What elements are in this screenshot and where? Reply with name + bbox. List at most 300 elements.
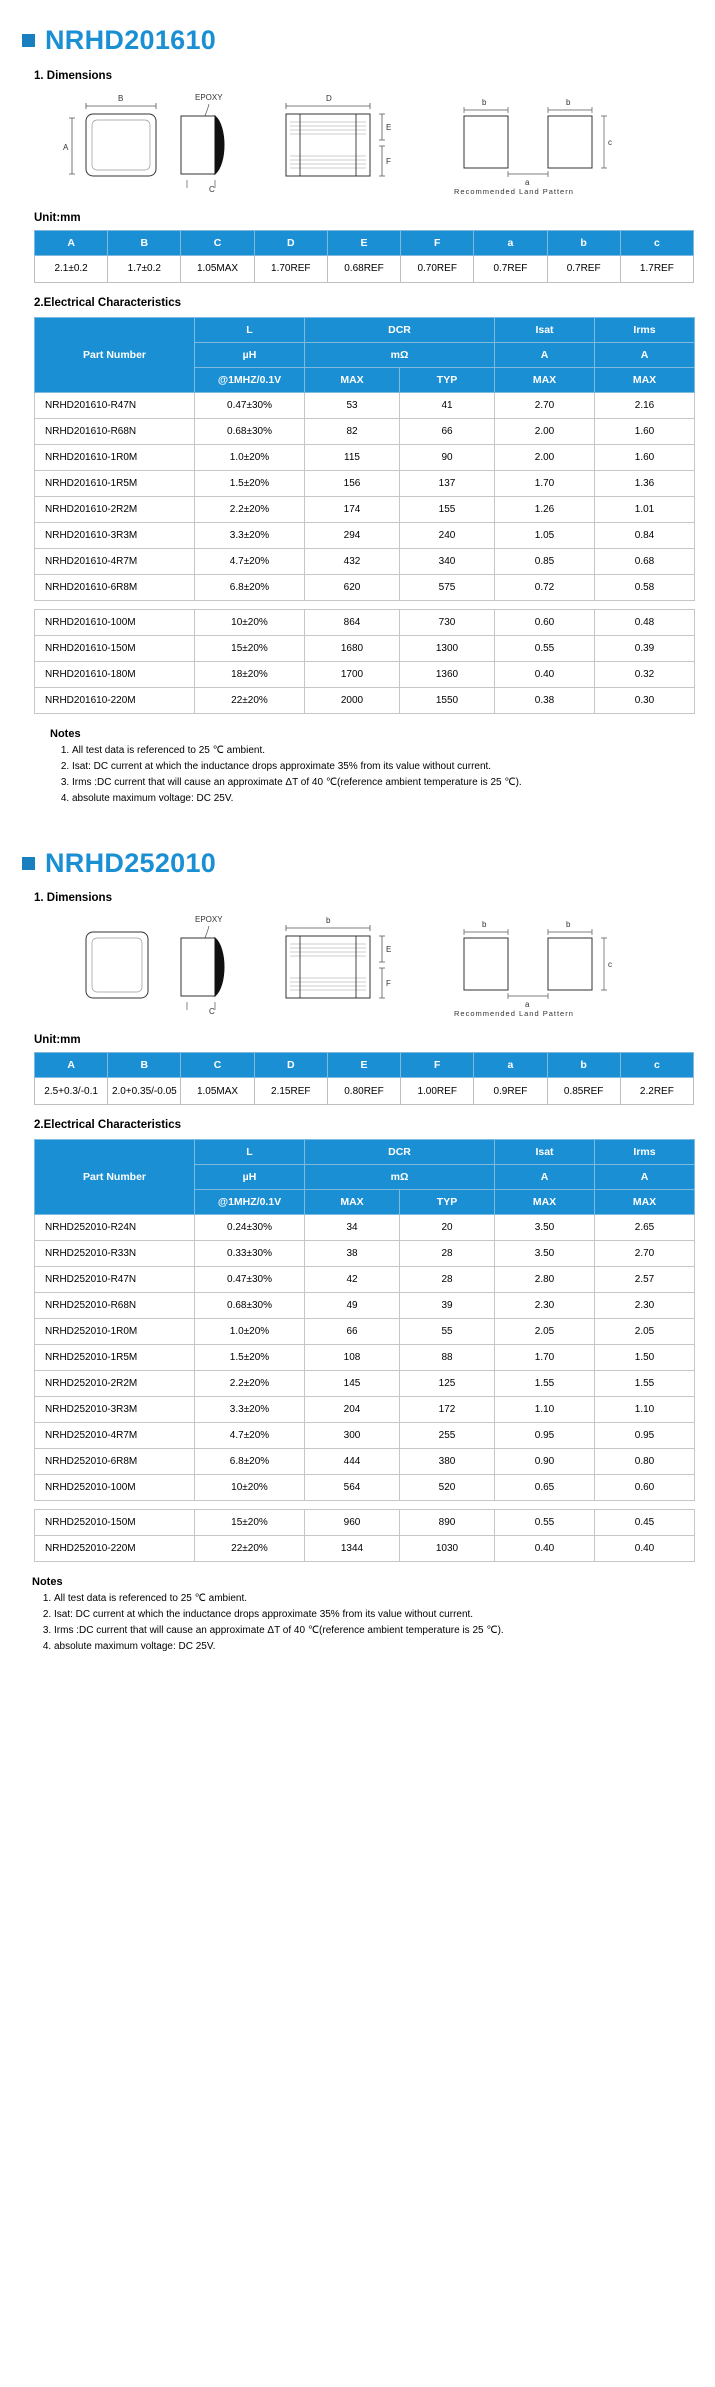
dim-header-D: D: [254, 230, 327, 255]
cell-l: 6.8±20%: [195, 574, 305, 600]
cell-dcr-max: 49: [305, 1293, 400, 1319]
cell-isat: 1.05: [495, 522, 595, 548]
cell-dcr-max: 620: [305, 574, 400, 600]
drawing-view-top: [250, 88, 420, 196]
dim-header-b: b: [547, 1053, 620, 1078]
table-row: [35, 1267, 695, 1293]
cell-l: 1.0±20%: [195, 1319, 305, 1345]
cell-l: 22±20%: [195, 1536, 305, 1562]
cell-l: 22±20%: [195, 687, 305, 713]
cell-isat: 1.70: [495, 1345, 595, 1371]
cell-dcr-max: 432: [305, 548, 400, 574]
cell-dcr-typ: 340: [400, 548, 495, 574]
svg-text:C: C: [209, 1007, 215, 1017]
el-header-Isat: Isat: [495, 1140, 595, 1165]
cell-part: NRHD201610-R47N: [35, 392, 195, 418]
el-header-DCR: DCR: [305, 1140, 495, 1165]
notes-block-2: [32, 1576, 693, 1655]
cell-dcr-typ: 41: [400, 392, 495, 418]
product-title-row-2: [22, 849, 693, 879]
cell-l: 3.3±20%: [195, 1397, 305, 1423]
cell-part: NRHD252010-R24N: [35, 1215, 195, 1241]
table-row: [35, 418, 695, 444]
table-row: [35, 522, 695, 548]
el-unit-L: µH: [195, 342, 305, 367]
notes-title: Notes: [50, 727, 81, 740]
cell-dcr-max: 66: [305, 1319, 400, 1345]
cell-part: NRHD252010-100M: [35, 1475, 195, 1501]
cell-isat: 0.55: [495, 635, 595, 661]
table-row: [35, 444, 695, 470]
cell-part: NRHD201610-R68N: [35, 418, 195, 444]
cell-irms: 1.36: [595, 470, 695, 496]
product-title-row-1: [22, 26, 693, 56]
dim-value-E: 0.68REF: [327, 255, 400, 282]
cell-dcr-typ: 1300: [400, 635, 495, 661]
cell-part: NRHD252010-3R3M: [35, 1397, 195, 1423]
svg-text:b: b: [482, 97, 487, 107]
cell-isat: 0.40: [495, 1536, 595, 1562]
dim-value-c: 2.2REF: [620, 1078, 693, 1105]
cell-dcr-typ: 255: [400, 1423, 495, 1449]
cell-isat: 0.85: [495, 548, 595, 574]
note-item: 4. absolute maximum voltage: DC 25V.: [54, 1639, 693, 1655]
dim-header-C: C: [181, 230, 254, 255]
cell-isat: 2.05: [495, 1319, 595, 1345]
note-item: 4. absolute maximum voltage: DC 25V.: [72, 791, 693, 807]
cell-isat: 0.40: [495, 661, 595, 687]
table-row: [35, 255, 694, 282]
cell-dcr-max: 82: [305, 418, 400, 444]
cell-irms: 0.48: [595, 609, 695, 635]
cell-l: 0.47±30%: [195, 1267, 305, 1293]
table-row: [35, 1397, 695, 1423]
el-cond-dcr-max: MAX: [305, 367, 400, 392]
table-row: [35, 1510, 695, 1536]
svg-text:F: F: [386, 156, 391, 166]
note-item: 1. All test data is referenced to 25 ℃ ambient.: [72, 743, 693, 759]
dim-header-F: F: [401, 1053, 474, 1078]
cell-part: NRHD201610-1R5M: [35, 470, 195, 496]
dim-header-B: B: [108, 1053, 181, 1078]
svg-text:a: a: [525, 177, 530, 187]
el-header-part-number: Part Number: [35, 317, 195, 392]
el-cond-dcr-typ: TYP: [400, 367, 495, 392]
land-pattern-caption: Recommended Land Pattern: [454, 186, 574, 196]
el-cond-irms-max: MAX: [595, 1190, 695, 1215]
cell-l: 15±20%: [195, 635, 305, 661]
drawing-view-side-epoxy: [165, 88, 255, 196]
el-unit-L: µH: [195, 1165, 305, 1190]
el-unit-DCR: mΩ: [305, 1165, 495, 1190]
cell-isat: 1.70: [495, 470, 595, 496]
cell-irms: 2.16: [595, 392, 695, 418]
dimension-table-1: [34, 230, 694, 283]
dim-header-a: a: [474, 1053, 547, 1078]
dim-value-B: 1.7±0.2: [108, 255, 181, 282]
cell-irms: 0.58: [595, 574, 695, 600]
cell-isat: 2.70: [495, 392, 595, 418]
table-header-row: [35, 1053, 694, 1078]
cell-dcr-typ: 1360: [400, 661, 495, 687]
cell-dcr-max: 1344: [305, 1536, 400, 1562]
electrical-heading: 2.Electrical Characteristics: [34, 296, 182, 309]
cell-dcr-typ: 172: [400, 1397, 495, 1423]
el-header-Irms: Irms: [595, 317, 695, 342]
dimensions-heading: 1. Dimensions: [34, 69, 112, 82]
cell-dcr-max: 53: [305, 392, 400, 418]
notes-block-1: [50, 728, 693, 807]
cell-part: NRHD252010-150M: [35, 1510, 195, 1536]
unit-heading: Unit:mm: [34, 211, 81, 224]
table-row: [35, 1293, 695, 1319]
cell-isat: 0.38: [495, 687, 595, 713]
dimensions-heading: 1. Dimensions: [34, 892, 112, 905]
cell-part: NRHD252010-R68N: [35, 1293, 195, 1319]
cell-irms: 0.68: [595, 548, 695, 574]
dimension-drawing-1: [40, 88, 681, 196]
cell-dcr-typ: 520: [400, 1475, 495, 1501]
cell-dcr-typ: 28: [400, 1241, 495, 1267]
dim-header-E: E: [327, 230, 400, 255]
cell-irms: 2.70: [595, 1241, 695, 1267]
table-row: [35, 1449, 695, 1475]
cell-dcr-typ: 380: [400, 1449, 495, 1475]
cell-irms: 0.30: [595, 687, 695, 713]
electrical-table-1: [34, 317, 695, 714]
cell-irms: 2.30: [595, 1293, 695, 1319]
el-cond-irms-max: MAX: [595, 367, 695, 392]
svg-text:EPOXY: EPOXY: [195, 915, 223, 925]
cell-dcr-max: 34: [305, 1215, 400, 1241]
cell-dcr-typ: 1550: [400, 687, 495, 713]
cell-l: 0.68±30%: [195, 418, 305, 444]
cell-dcr-max: 145: [305, 1371, 400, 1397]
table-row: [35, 1536, 695, 1562]
el-cond-L: @1MHZ/0.1V: [195, 1190, 305, 1215]
cell-l: 2.2±20%: [195, 496, 305, 522]
cell-l: 1.5±20%: [195, 470, 305, 496]
cell-part: NRHD201610-100M: [35, 609, 195, 635]
cell-isat: 3.50: [495, 1215, 595, 1241]
cell-part: NRHD252010-220M: [35, 1536, 195, 1562]
el-unit-Irms: A: [595, 342, 695, 367]
dim-header-c: c: [620, 230, 693, 255]
cell-part: NRHD201610-6R8M: [35, 574, 195, 600]
cell-irms: 0.32: [595, 661, 695, 687]
cell-dcr-typ: 28: [400, 1267, 495, 1293]
cell-l: 0.24±30%: [195, 1215, 305, 1241]
dim-header-E: E: [327, 1053, 400, 1078]
table-gap: [35, 600, 695, 609]
cell-dcr-max: 300: [305, 1423, 400, 1449]
svg-text:c: c: [608, 960, 612, 970]
cell-l: 10±20%: [195, 609, 305, 635]
drawing-view-front: [60, 88, 170, 196]
dim-header-D: D: [254, 1053, 327, 1078]
cell-dcr-typ: 125: [400, 1371, 495, 1397]
cell-l: 0.33±30%: [195, 1241, 305, 1267]
table-row: [35, 392, 695, 418]
cell-isat: 0.72: [495, 574, 595, 600]
cell-irms: 2.05: [595, 1319, 695, 1345]
dim-value-B: 2.0+0.35/-0.05: [108, 1078, 181, 1105]
cell-l: 3.3±20%: [195, 522, 305, 548]
cell-isat: 1.10: [495, 1397, 595, 1423]
dim-value-D: 2.15REF: [254, 1078, 327, 1105]
svg-text:b: b: [482, 920, 487, 930]
note-item: 2. Isat: DC current at which the inductance drops approximate 35% from its value without current.: [72, 759, 693, 775]
cell-dcr-max: 864: [305, 609, 400, 635]
note-item: 1. All test data is referenced to 25 ℃ ambient.: [54, 1591, 693, 1607]
table-row: [35, 1371, 695, 1397]
cell-part: NRHD252010-1R5M: [35, 1345, 195, 1371]
dim-value-a: 0.7REF: [474, 255, 547, 282]
cell-isat: 0.90: [495, 1449, 595, 1475]
table-row: [35, 1319, 695, 1345]
cell-dcr-max: 2000: [305, 687, 400, 713]
svg-text:b: b: [326, 916, 331, 926]
dim-value-b: 0.7REF: [547, 255, 620, 282]
cell-isat: 2.30: [495, 1293, 595, 1319]
dim-header-c: c: [620, 1053, 693, 1078]
el-unit-Isat: A: [495, 342, 595, 367]
cell-irms: 0.40: [595, 1536, 695, 1562]
table-row: [35, 548, 695, 574]
cell-dcr-max: 294: [305, 522, 400, 548]
cell-part: NRHD252010-1R0M: [35, 1319, 195, 1345]
cell-l: 4.7±20%: [195, 548, 305, 574]
cell-l: 18±20%: [195, 661, 305, 687]
cell-part: NRHD252010-4R7M: [35, 1423, 195, 1449]
dim-header-a: a: [474, 230, 547, 255]
cell-dcr-typ: 55: [400, 1319, 495, 1345]
cell-dcr-typ: 890: [400, 1510, 495, 1536]
drawing-land-pattern: [440, 910, 670, 1018]
cell-isat: 2.80: [495, 1267, 595, 1293]
dim-value-A: 2.1±0.2: [35, 255, 108, 282]
cell-dcr-typ: 39: [400, 1293, 495, 1319]
cell-irms: 1.50: [595, 1345, 695, 1371]
cell-dcr-max: 204: [305, 1397, 400, 1423]
drawing-view-side-epoxy: [165, 910, 255, 1018]
electrical-table-2: [34, 1139, 695, 1562]
cell-dcr-max: 444: [305, 1449, 400, 1475]
cell-part: NRHD201610-1R0M: [35, 444, 195, 470]
el-header-part-number: Part Number: [35, 1140, 195, 1215]
cell-irms: 0.60: [595, 1475, 695, 1501]
note-item: 3. Irms :DC current that will cause an approximate ΔT of 40 ℃(reference ambient temperature is 25 ℃).: [54, 1623, 693, 1639]
cell-part: NRHD201610-180M: [35, 661, 195, 687]
table-header-row-groups: [35, 317, 695, 342]
svg-text:EPOXY: EPOXY: [195, 92, 223, 102]
svg-text:a: a: [525, 1000, 530, 1010]
table-row: [35, 574, 695, 600]
product-title: NRHD252010: [45, 847, 217, 878]
cell-dcr-max: 42: [305, 1267, 400, 1293]
bullet-square-icon: [22, 857, 35, 870]
el-header-Irms: Irms: [595, 1140, 695, 1165]
cell-dcr-typ: 90: [400, 444, 495, 470]
drawing-view-front: [60, 910, 170, 1018]
table-row: [35, 1475, 695, 1501]
svg-text:A: A: [63, 142, 69, 152]
cell-dcr-typ: 20: [400, 1215, 495, 1241]
note-item: 2. Isat: DC current at which the inductance drops approximate 35% from its value without current.: [54, 1607, 693, 1623]
land-pattern-caption: Recommended Land Pattern: [454, 1009, 574, 1019]
dim-value-c: 1.7REF: [620, 255, 693, 282]
table-row: [35, 609, 695, 635]
cell-dcr-typ: 155: [400, 496, 495, 522]
dim-value-b: 0.85REF: [547, 1078, 620, 1105]
cell-part: NRHD252010-2R2M: [35, 1371, 195, 1397]
cell-irms: 2.65: [595, 1215, 695, 1241]
cell-irms: 1.60: [595, 444, 695, 470]
cell-part: NRHD252010-R47N: [35, 1267, 195, 1293]
cell-isat: 2.00: [495, 444, 595, 470]
cell-part: NRHD201610-220M: [35, 687, 195, 713]
el-cond-dcr-max: MAX: [305, 1190, 400, 1215]
cell-irms: 0.84: [595, 522, 695, 548]
table-row: [35, 635, 695, 661]
svg-text:E: E: [386, 122, 392, 132]
cell-irms: 1.60: [595, 418, 695, 444]
bullet-square-icon: [22, 34, 35, 47]
product-section-1: [22, 26, 693, 807]
table-row: [35, 1241, 695, 1267]
cell-isat: 3.50: [495, 1241, 595, 1267]
dim-header-B: B: [108, 230, 181, 255]
table-header-row-groups: [35, 1140, 695, 1165]
cell-dcr-typ: 575: [400, 574, 495, 600]
cell-l: 0.68±30%: [195, 1293, 305, 1319]
table-row: [35, 1423, 695, 1449]
cell-isat: 1.55: [495, 1371, 595, 1397]
dim-value-E: 0.80REF: [327, 1078, 400, 1105]
cell-l: 2.2±20%: [195, 1371, 305, 1397]
cell-part: NRHD201610-150M: [35, 635, 195, 661]
cell-dcr-max: 1680: [305, 635, 400, 661]
el-cond-isat-max: MAX: [495, 1190, 595, 1215]
svg-text:E: E: [386, 945, 392, 955]
drawing-land-pattern: [440, 88, 670, 196]
svg-text:C: C: [209, 184, 215, 194]
cell-isat: 0.65: [495, 1475, 595, 1501]
cell-irms: 0.80: [595, 1449, 695, 1475]
cell-isat: 0.95: [495, 1423, 595, 1449]
cell-dcr-max: 115: [305, 444, 400, 470]
cell-dcr-typ: 240: [400, 522, 495, 548]
cell-part: NRHD201610-4R7M: [35, 548, 195, 574]
notes-title: Notes: [32, 1576, 63, 1589]
table-row: [35, 1215, 695, 1241]
table-row: [35, 470, 695, 496]
cell-isat: 0.60: [495, 609, 595, 635]
section-spacer: [22, 807, 693, 841]
cell-l: 1.5±20%: [195, 1345, 305, 1371]
cell-l: 0.47±30%: [195, 392, 305, 418]
dim-header-C: C: [181, 1053, 254, 1078]
cell-l: 10±20%: [195, 1475, 305, 1501]
el-header-L: L: [195, 1140, 305, 1165]
table-row: [35, 687, 695, 713]
dimension-table-2: [34, 1052, 694, 1105]
el-unit-Isat: A: [495, 1165, 595, 1190]
cell-l: 15±20%: [195, 1510, 305, 1536]
dim-value-C: 1.05MAX: [181, 255, 254, 282]
dimension-drawing-2: [40, 910, 681, 1018]
el-cond-L: @1MHZ/0.1V: [195, 367, 305, 392]
cell-dcr-max: 1700: [305, 661, 400, 687]
cell-isat: 1.26: [495, 496, 595, 522]
el-cond-isat-max: MAX: [495, 367, 595, 392]
el-unit-Irms: A: [595, 1165, 695, 1190]
cell-part: NRHD201610-3R3M: [35, 522, 195, 548]
dim-header-A: A: [35, 230, 108, 255]
cell-part: NRHD252010-R33N: [35, 1241, 195, 1267]
drawing-view-top: [250, 910, 420, 1018]
svg-text:c: c: [608, 137, 612, 147]
cell-irms: 2.57: [595, 1267, 695, 1293]
table-row: [35, 1345, 695, 1371]
cell-dcr-typ: 66: [400, 418, 495, 444]
cell-dcr-typ: 730: [400, 609, 495, 635]
svg-text:F: F: [386, 979, 391, 989]
svg-text:D: D: [326, 93, 332, 103]
dim-header-b: b: [547, 230, 620, 255]
unit-heading: Unit:mm: [34, 1034, 81, 1047]
dim-value-F: 0.70REF: [401, 255, 474, 282]
el-header-DCR: DCR: [305, 317, 495, 342]
cell-dcr-max: 38: [305, 1241, 400, 1267]
dim-value-C: 1.05MAX: [181, 1078, 254, 1105]
dim-value-F: 1.00REF: [401, 1078, 474, 1105]
cell-irms: 0.45: [595, 1510, 695, 1536]
cell-l: 1.0±20%: [195, 444, 305, 470]
svg-text:b: b: [566, 97, 571, 107]
svg-text:B: B: [118, 93, 124, 103]
product-title: NRHD201610: [45, 25, 217, 55]
table-row: [35, 1078, 694, 1105]
cell-l: 4.7±20%: [195, 1423, 305, 1449]
cell-dcr-max: 174: [305, 496, 400, 522]
el-header-L: L: [195, 317, 305, 342]
el-cond-dcr-typ: TYP: [400, 1190, 495, 1215]
svg-text:b: b: [566, 920, 571, 930]
cell-irms: 1.10: [595, 1397, 695, 1423]
dim-header-A: A: [35, 1053, 108, 1078]
electrical-heading: 2.Electrical Characteristics: [34, 1119, 182, 1132]
cell-part: NRHD201610-2R2M: [35, 496, 195, 522]
dim-header-F: F: [401, 230, 474, 255]
el-header-Isat: Isat: [495, 317, 595, 342]
dim-value-a: 0.9REF: [474, 1078, 547, 1105]
cell-dcr-max: 564: [305, 1475, 400, 1501]
cell-l: 6.8±20%: [195, 1449, 305, 1475]
note-item: 3. Irms :DC current that will cause an approximate ΔT of 40 ℃(reference ambient temperature is 25 ℃).: [72, 775, 693, 791]
cell-irms: 0.39: [595, 635, 695, 661]
cell-dcr-typ: 1030: [400, 1536, 495, 1562]
cell-isat: 0.55: [495, 1510, 595, 1536]
cell-part: NRHD252010-6R8M: [35, 1449, 195, 1475]
table-row: [35, 661, 695, 687]
dim-value-A: 2.5+0.3/-0.1: [35, 1078, 108, 1105]
cell-isat: 2.00: [495, 418, 595, 444]
cell-dcr-max: 156: [305, 470, 400, 496]
el-unit-DCR: mΩ: [305, 342, 495, 367]
cell-irms: 1.55: [595, 1371, 695, 1397]
table-header-row: [35, 230, 694, 255]
